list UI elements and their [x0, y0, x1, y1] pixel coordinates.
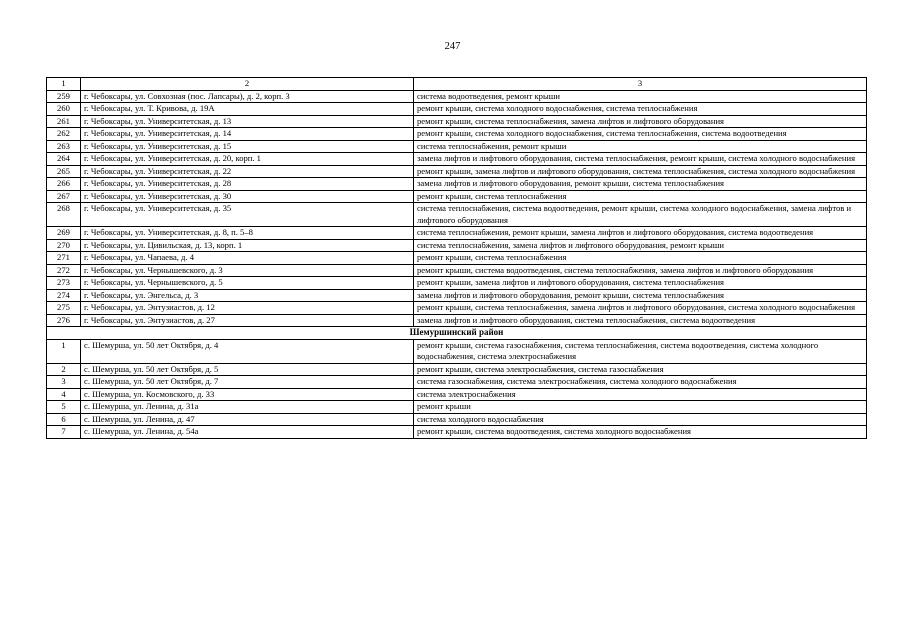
table-row: [47, 388, 867, 401]
row-number-cell: 1: [47, 339, 81, 363]
row-number-cell: 4: [47, 388, 81, 401]
table-row: [47, 165, 867, 178]
works-cell: система теплоснабжения, замена лифтов и лифтового оборудования, ремонт крыши: [414, 239, 867, 252]
works-cell: система теплоснабжения, система водоотведения, ремонт крыши, система холодного водоснабжения, замена лифтов и лифтового оборудования: [414, 203, 867, 227]
works-cell: ремонт крыши, система электроснабжения, система газоснабжения: [414, 363, 867, 376]
address-cell: г. Чебоксары, ул. Университетская, д. 8, п. 5–8: [81, 227, 414, 240]
works-cell: система теплоснабжения, ремонт крыши, замена лифтов и лифтового оборудования, система водоотведения: [414, 227, 867, 240]
address-cell: г. Чебоксары, ул. Университетская, д. 13: [81, 115, 414, 128]
works-cell: ремонт крыши, система водоотведения, система холодного водоснабжения: [414, 426, 867, 439]
table-row: [47, 190, 867, 203]
table-row: [47, 153, 867, 166]
works-cell: ремонт крыши, система водоотведения, система теплоснабжения, замена лифтов и лифтового оборудования: [414, 264, 867, 277]
table-row: [47, 426, 867, 439]
works-cell: ремонт крыши, система холодного водоснабжения, система теплоснабжения: [414, 103, 867, 116]
address-cell: с. Шемурша, ул. 50 лет Октября, д. 4: [81, 339, 414, 363]
row-number-cell: 264: [47, 153, 81, 166]
works-cell: система электроснабжения: [414, 388, 867, 401]
address-cell: с. Шемурша, ул. 50 лет Октября, д. 7: [81, 376, 414, 389]
table-row: [47, 252, 867, 265]
table-row: [47, 128, 867, 141]
address-cell: г. Чебоксары, ул. Университетская, д. 14: [81, 128, 414, 141]
row-number-cell: 267: [47, 190, 81, 203]
address-cell: г. Чебоксары, ул. Университетская, д. 35: [81, 203, 414, 227]
column-number-row: [47, 78, 867, 91]
row-number-cell: 266: [47, 178, 81, 191]
works-cell: система газоснабжения, система электроснабжения, система холодного водоснабжения: [414, 376, 867, 389]
works-cell: замена лифтов и лифтового оборудования, ремонт крыши, система теплоснабжения: [414, 178, 867, 191]
works-cell: ремонт крыши, система газоснабжения, система теплоснабжения, система водоотведения, система холодного водоснабжения, система электроснабжения: [414, 339, 867, 363]
address-cell: г. Чебоксары, ул. Чернышевского, д. 5: [81, 277, 414, 290]
row-number-cell: 273: [47, 277, 81, 290]
works-table: [46, 77, 867, 439]
works-cell: система холодного водоснабжения: [414, 413, 867, 426]
table-row: [47, 227, 867, 240]
address-cell: г. Чебоксары, ул. Университетская, д. 30: [81, 190, 414, 203]
row-number-cell: 6: [47, 413, 81, 426]
row-number-cell: 260: [47, 103, 81, 116]
table-row: [47, 302, 867, 315]
row-number-cell: 276: [47, 314, 81, 327]
works-cell: система теплоснабжения, ремонт крыши: [414, 140, 867, 153]
row-number-cell: 263: [47, 140, 81, 153]
row-number-cell: 5: [47, 401, 81, 414]
table-row: [47, 401, 867, 414]
address-cell: г. Чебоксары, ул. Цивильская, д. 13, корп. 1: [81, 239, 414, 252]
address-cell: г. Чебоксары, ул. Чернышевского, д. 3: [81, 264, 414, 277]
address-cell: г. Чебоксары, ул. Чапаева, д. 4: [81, 252, 414, 265]
works-cell: ремонт крыши: [414, 401, 867, 414]
works-cell: ремонт крыши, система холодного водоснабжения, система теплоснабжения, система водоотведения: [414, 128, 867, 141]
address-cell: г. Чебоксары, ул. Т. Кривова, д. 19А: [81, 103, 414, 116]
row-number-cell: 265: [47, 165, 81, 178]
page-number: 247: [444, 41, 461, 52]
table-row: [47, 140, 867, 153]
address-cell: г. Чебоксары, ул. Университетская, д. 28: [81, 178, 414, 191]
table-row: [47, 413, 867, 426]
row-number-cell: 269: [47, 227, 81, 240]
works-cell: ремонт крыши, система теплоснабжения: [414, 252, 867, 265]
row-number-cell: 3: [47, 376, 81, 389]
table-row: [47, 314, 867, 327]
works-cell: замена лифтов и лифтового оборудования, система теплоснабжения, система водоотведения: [414, 314, 867, 327]
row-number-cell: 261: [47, 115, 81, 128]
table-row: [47, 376, 867, 389]
table-row: [47, 277, 867, 290]
table-row: [47, 90, 867, 103]
works-cell: ремонт крыши, система теплоснабжения, замена лифтов и лифтового оборудования: [414, 115, 867, 128]
works-cell: система водоотведения, ремонт крыши: [414, 90, 867, 103]
address-cell: г. Чебоксары, ул. Университетская, д. 22: [81, 165, 414, 178]
row-number-cell: 275: [47, 302, 81, 315]
section-header-row: [47, 327, 867, 340]
row-number-cell: 268: [47, 203, 81, 227]
column-number-cell: 2: [81, 78, 414, 91]
table-body: [47, 78, 867, 439]
works-cell: ремонт крыши, замена лифтов и лифтового оборудования, система теплоснабжения: [414, 277, 867, 290]
table-row: [47, 239, 867, 252]
row-number-cell: 272: [47, 264, 81, 277]
row-number-cell: 274: [47, 289, 81, 302]
works-cell: замена лифтов и лифтового оборудования, система теплоснабжения, ремонт крыши, система холодного водоснабжения: [414, 153, 867, 166]
table-row: [47, 103, 867, 116]
address-cell: с. Шемурша, ул. Ленина, д. 31а: [81, 401, 414, 414]
address-cell: с. Шемурша, ул. Ленина, д. 54а: [81, 426, 414, 439]
row-number-cell: 259: [47, 90, 81, 103]
address-cell: г. Чебоксары, ул. Энгельса, д. 3: [81, 289, 414, 302]
column-number-cell: 3: [414, 78, 867, 91]
address-cell: г. Чебоксары, ул. Совхозная (пос. Лапсары), д. 2, корп. 3: [81, 90, 414, 103]
address-cell: с. Шемурша, ул. Ленина, д. 47: [81, 413, 414, 426]
table-row: [47, 203, 867, 227]
works-cell: ремонт крыши, замена лифтов и лифтового оборудования, система теплоснабжения, система холодного водоснабжения: [414, 165, 867, 178]
section-title: Шемуршинский район: [47, 327, 867, 340]
row-number-cell: 2: [47, 363, 81, 376]
table-row: [47, 264, 867, 277]
row-number-cell: 270: [47, 239, 81, 252]
address-cell: г. Чебоксары, ул. Энтузиастов, д. 12: [81, 302, 414, 315]
table-row: [47, 339, 867, 363]
address-cell: г. Чебоксары, ул. Университетская, д. 20, корп. 1: [81, 153, 414, 166]
works-cell: ремонт крыши, система теплоснабжения, замена лифтов и лифтового оборудования, система холодного водоснабжения: [414, 302, 867, 315]
address-cell: г. Чебоксары, ул. Энтузиастов, д. 27: [81, 314, 414, 327]
works-cell: ремонт крыши, система теплоснабжения: [414, 190, 867, 203]
table-row: [47, 363, 867, 376]
row-number-cell: 271: [47, 252, 81, 265]
table-row: [47, 178, 867, 191]
works-cell: замена лифтов и лифтового оборудования, ремонт крыши, система теплоснабжения: [414, 289, 867, 302]
table-row: [47, 289, 867, 302]
address-cell: с. Шемурша, ул. Космовского, д. 33: [81, 388, 414, 401]
row-number-cell: 262: [47, 128, 81, 141]
table-row: [47, 115, 867, 128]
column-number-cell: 1: [47, 78, 81, 91]
address-cell: с. Шемурша, ул. 50 лет Октября, д. 5: [81, 363, 414, 376]
row-number-cell: 7: [47, 426, 81, 439]
address-cell: г. Чебоксары, ул. Университетская, д. 15: [81, 140, 414, 153]
